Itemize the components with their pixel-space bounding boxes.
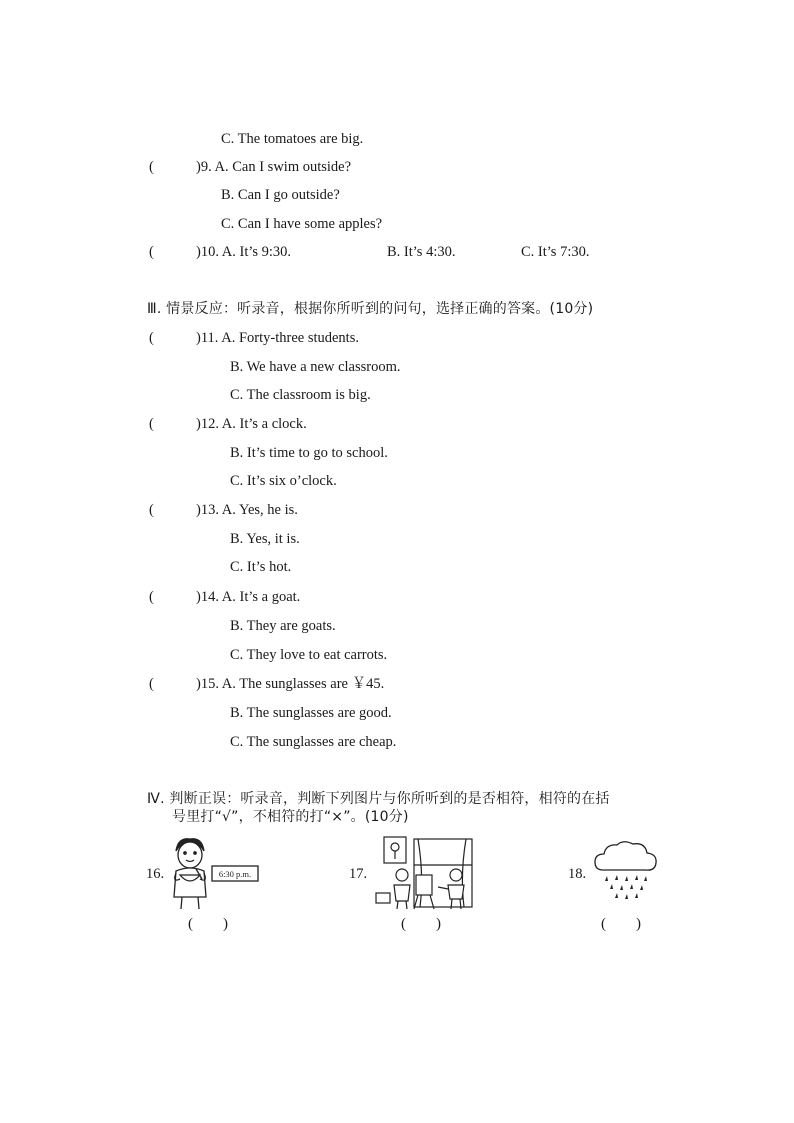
question-q12-a: )12. A. It’s a clock. [196, 416, 307, 432]
item-17-number: 17. [349, 866, 368, 882]
section-4-heading-line2: 号里打“√”，不相符的打“×”。(10分) [172, 809, 409, 825]
question-q9-a: )9. A. Can I swim outside? [196, 159, 352, 175]
option-q10-b: B. It’s 4:30. [387, 244, 456, 260]
question-q11-a: )11. A. Forty-three students. [196, 330, 359, 346]
question-q10-a: )10. A. It’s 9:30. [196, 244, 292, 260]
rain-cloud-picture [593, 840, 659, 904]
option-q14-b: B. They are goats. [230, 618, 336, 634]
question-q15-a: )15. A. The sunglasses are ￥45. [196, 676, 385, 692]
option-q8-c: C. The tomatoes are big. [221, 131, 364, 147]
option-q15-b: B. The sunglasses are good. [230, 705, 392, 721]
option-q12-b: B. It’s time to go to school. [230, 445, 388, 461]
answer-paren-18: ( ) [601, 916, 641, 932]
sign-text: 6:30 p.m. [218, 869, 252, 879]
painting-children-picture [372, 835, 476, 911]
answer-paren-q15: ( [149, 676, 154, 692]
answer-paren-q14: ( [149, 589, 154, 605]
answer-paren-17: ( ) [401, 916, 441, 932]
option-q11-c: C. The classroom is big. [230, 387, 371, 403]
option-q14-c: C. They love to eat carrots. [230, 647, 388, 663]
answer-paren-q10: ( [149, 244, 154, 260]
boy-eating-picture [166, 835, 262, 911]
option-q11-b: B. We have a new classroom. [230, 359, 401, 375]
answer-paren-16: ( ) [188, 916, 228, 932]
option-q10-c: C. It’s 7:30. [521, 244, 590, 260]
option-q9-b: B. Can I go outside? [221, 187, 340, 203]
section-4-heading-line1: Ⅳ. 判断正误：听录音，判断下列图片与你所听到的是否相符，相符的在括 [147, 791, 610, 807]
option-q15-c: C. The sunglasses are cheap. [230, 734, 397, 750]
section-3-heading: Ⅲ. 情景反应：听录音，根据你所听到的问句，选择正确的答案。(10分) [147, 301, 594, 317]
answer-paren-q12: ( [149, 416, 154, 432]
item-16-number: 16. [146, 866, 165, 882]
question-q14-a: )14. A. It’s a goat. [196, 589, 301, 605]
question-q13-a: )13. A. Yes, he is. [196, 502, 298, 518]
option-q9-c: C. Can I have some apples? [221, 216, 383, 232]
option-q13-c: C. It’s hot. [230, 559, 292, 575]
option-q12-c: C. It’s six o’clock. [230, 473, 337, 489]
option-q13-b: B. Yes, it is. [230, 531, 300, 547]
answer-paren-q11: ( [149, 330, 154, 346]
answer-paren-q9: ( [149, 159, 154, 175]
item-18-number: 18. [568, 866, 587, 882]
answer-paren-q13: ( [149, 502, 154, 518]
